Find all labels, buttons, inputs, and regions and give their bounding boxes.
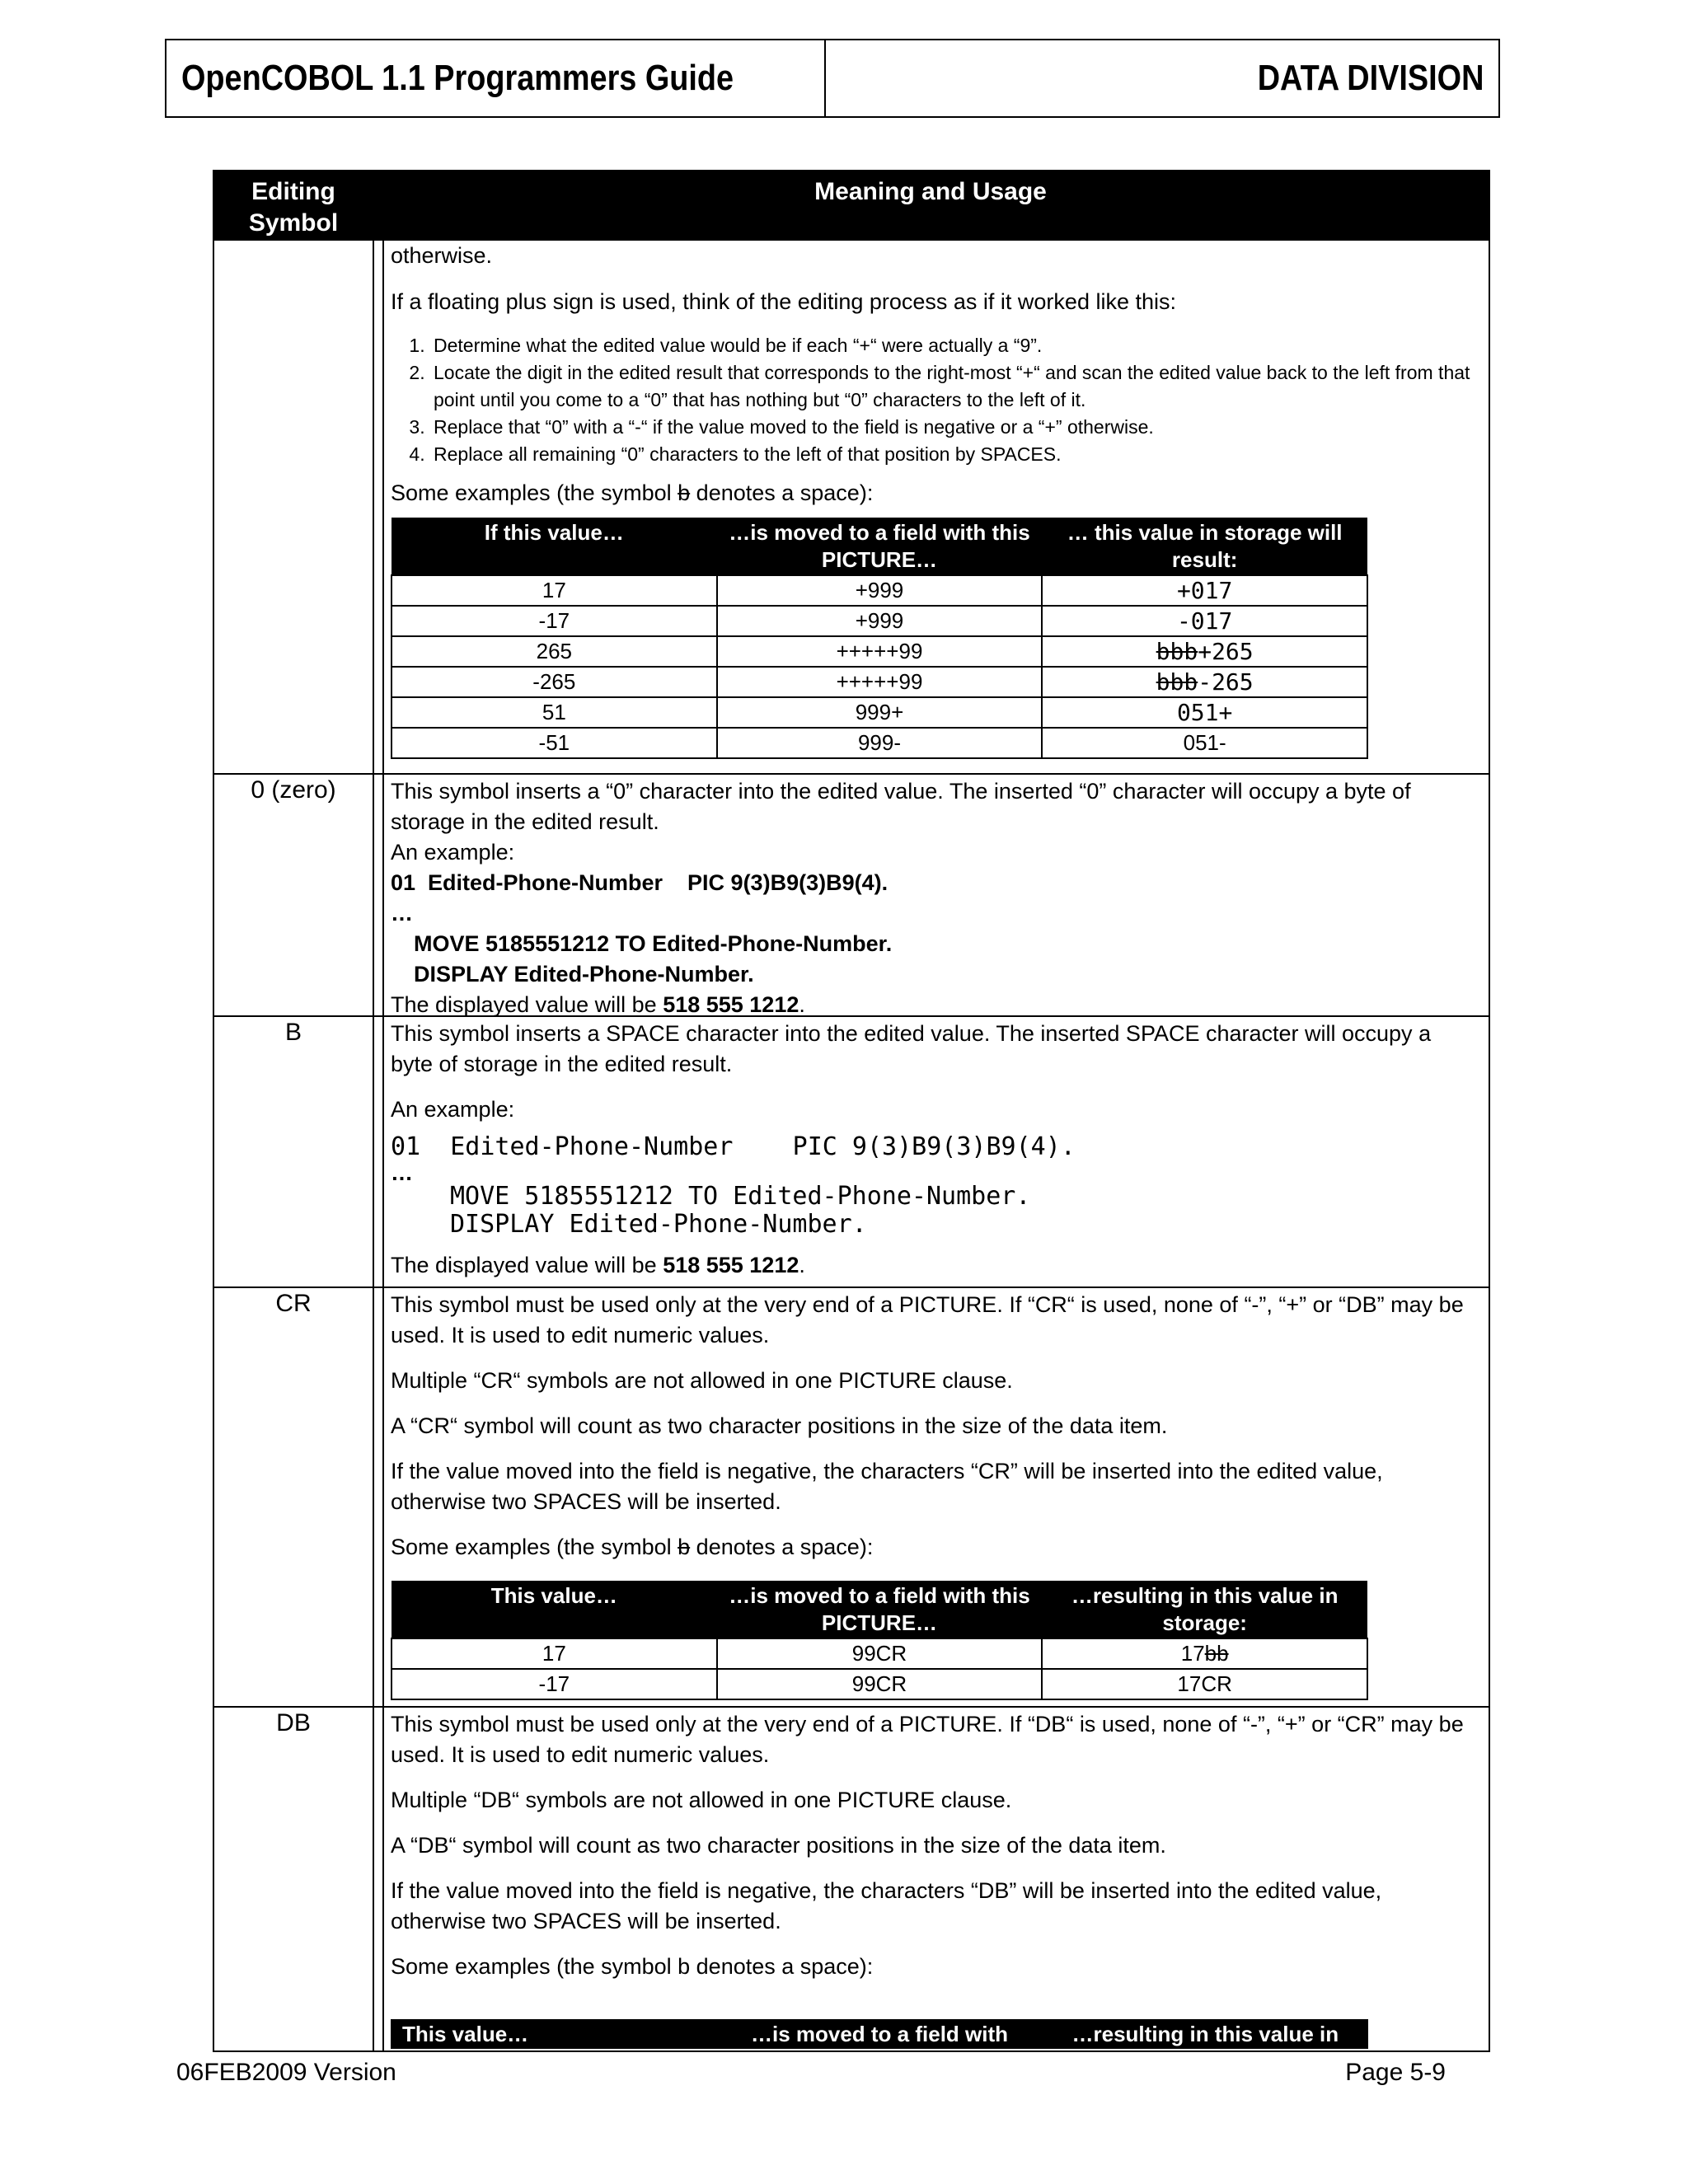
- text-span: .: [799, 992, 805, 1017]
- column-divider: [373, 241, 374, 2050]
- cell-result: [1042, 636, 1367, 667]
- table-row: [392, 1638, 1367, 1669]
- zero-code-ellipsis: …: [391, 901, 413, 926]
- cr-count: A “CR“ symbol will count as two character positions in the size of the data item.: [391, 1413, 1168, 1438]
- cr-desc: This symbol must be used only at the very end of a PICTURE. If “CR“ is used, none of “-”, “+” or “DB” may be used. It is used to edit numeric values.: [391, 1292, 1464, 1347]
- footer-version: 06FEB2009 Version: [176, 2059, 396, 2086]
- result-text: 051+: [1176, 699, 1233, 726]
- symbol-db: DB: [276, 1709, 311, 1736]
- cr-description: [391, 1290, 1479, 1563]
- cell-value: -17: [392, 606, 717, 636]
- text-span: denotes a space):: [690, 1535, 874, 1559]
- symbol-cr: CR: [275, 1290, 312, 1317]
- db-negative: If the value moved into the field is negative, the characters “DB” will be inserted into the edited value, otherwise two SPACES will be inserted.: [391, 1878, 1382, 1933]
- space-symbol: b: [678, 1535, 691, 1559]
- zero-code-line-1: 01 Edited-Phone-Number PIC 9(3)B9(3)B9(4).: [391, 870, 889, 895]
- symbol-zero: 0 (zero): [251, 776, 336, 804]
- footer-page-number: Page 5-9: [1345, 2059, 1446, 2086]
- plus-cont-steps: [391, 332, 1479, 468]
- text-span: The displayed value will be: [391, 992, 663, 1017]
- guide-title-cell: [166, 40, 826, 116]
- text-span: Some examples (the symbol: [391, 480, 678, 505]
- displayed-value: 518 555 1212: [663, 992, 799, 1017]
- col-header: If this value…: [392, 518, 717, 575]
- row-divider: [214, 1706, 1489, 1708]
- col-header: …resulting in this value in storage:: [1042, 1581, 1367, 1638]
- col-header: …resulting in this value in: [1043, 2019, 1368, 2049]
- db-examples-intro: Some examples (the symbol b denotes a space):: [391, 1954, 874, 1979]
- result-text: 17CR: [1177, 1671, 1232, 1696]
- table-row: [392, 667, 1367, 697]
- cr-negative: If the value moved into the field is negative, the characters “CR” will be inserted into the edited value, otherwise two SPACES will be inserted.: [391, 1459, 1383, 1514]
- table-row: [392, 697, 1367, 728]
- cell-value: 17: [392, 1638, 717, 1669]
- section-title: DATA DIVISION: [1257, 58, 1484, 98]
- b-result: [391, 1250, 1479, 1281]
- cell-result: [1042, 1669, 1367, 1699]
- page-header: [165, 39, 1500, 118]
- cr-examples-table: [391, 1581, 1368, 1700]
- section-title-cell: [826, 40, 1498, 116]
- cell-picture: 99CR: [717, 1638, 1043, 1669]
- cell-value: 17: [392, 575, 717, 606]
- cell-value: 265: [392, 636, 717, 667]
- col-header-meaning: Meaning and Usage: [814, 178, 1047, 205]
- list-item: 3. Replace that “0” with a “-“ if the value moved to the field is negative or a “+” otherwise.: [430, 414, 1479, 441]
- col-header: … this value in storage will result:: [1042, 518, 1367, 575]
- row-divider: [214, 773, 1489, 775]
- plus-cont-examples-intro: [391, 478, 1479, 509]
- result-text: +017: [1176, 577, 1233, 604]
- col-header: This value…: [391, 2019, 716, 2049]
- cell-result: [1042, 697, 1367, 728]
- list-item: 2. Locate the digit in the edited result that corresponds to the right-most “+“ and scan the edited value back to the left from that point until you come to a “0” that has nothing but “0” characters to the left of it.: [430, 359, 1479, 414]
- result-text: 17: [1180, 1641, 1205, 1666]
- cell-picture: +++++99: [717, 636, 1043, 667]
- plus-examples-table: [391, 518, 1368, 759]
- table-header-row: [214, 171, 1489, 241]
- space-symbol: bb: [1204, 1641, 1229, 1666]
- cell-value: -265: [392, 667, 717, 697]
- b-description: [391, 1019, 1479, 1281]
- result-text: +265: [1198, 638, 1254, 665]
- zero-result: [391, 990, 1479, 1020]
- space-symbol: bbb: [1156, 638, 1198, 665]
- cell-result: [1042, 1638, 1367, 1669]
- col-header: …is moved to a field with this PICTURE…: [717, 1581, 1043, 1638]
- zero-code-line-3: DISPLAY Edited-Phone-Number.: [414, 962, 754, 987]
- column-divider-inner: [382, 241, 384, 2050]
- result-text: -017: [1176, 607, 1233, 635]
- cell-value: 51: [392, 697, 717, 728]
- cell-result: [1042, 606, 1367, 636]
- symbol-b: B: [284, 1019, 302, 1046]
- table-header-row: [392, 1581, 1367, 1638]
- cell-result: [1042, 728, 1367, 758]
- zero-example-label: An example:: [391, 840, 515, 865]
- table-header-row: [391, 2019, 1368, 2049]
- cell-picture: +++++99: [717, 667, 1043, 697]
- space-symbol: b: [678, 480, 691, 505]
- cell-result: [1042, 667, 1367, 697]
- b-code-ellipsis: …: [391, 1160, 413, 1185]
- zero-desc: This symbol inserts a “0” character into the edited value. The inserted “0” character will occupy a byte of storage in the edited result.: [391, 779, 1411, 834]
- cell-picture: +999: [717, 606, 1043, 636]
- displayed-value: 518 555 1212: [663, 1253, 799, 1277]
- col-header: …is moved to a field with: [716, 2019, 1042, 2049]
- db-examples-table: [391, 2019, 1368, 2049]
- text-span: Some examples (the symbol: [391, 1535, 678, 1559]
- cell-picture: 99CR: [717, 1669, 1043, 1699]
- cell-picture: 999-: [717, 728, 1043, 758]
- table-row: [392, 606, 1367, 636]
- b-desc: This symbol inserts a SPACE character into the edited value. The inserted SPACE character will occupy a byte of storage in the edited result.: [391, 1021, 1432, 1076]
- plus-cont-intro: If a floating plus sign is used, think of the editing process as if it worked like this:: [391, 289, 1176, 314]
- col-header-symbol: Editing Symbol: [248, 178, 339, 237]
- table-header-row: [392, 518, 1367, 575]
- b-code-line-3: DISPLAY Edited-Phone-Number.: [450, 1210, 867, 1239]
- db-count: A “DB“ symbol will count as two character positions in the size of the data item.: [391, 1833, 1166, 1858]
- cell-picture: 999+: [717, 697, 1043, 728]
- zero-code-line-2: MOVE 5185551212 TO Edited-Phone-Number.: [414, 931, 893, 956]
- col-header: …is moved to a field with this PICTURE…: [717, 518, 1043, 575]
- b-code-line-1: 01 Edited-Phone-Number PIC 9(3)B9(3)B9(4).: [391, 1132, 1076, 1161]
- list-item: 4. Replace all remaining “0” characters to the left of that position by SPACES.: [430, 441, 1479, 468]
- list-item: 1. Determine what the edited value would be if each “+“ were actually a “9”.: [430, 332, 1479, 359]
- space-symbol: bbb: [1156, 668, 1198, 696]
- text-span: denotes a space):: [690, 480, 874, 505]
- b-example-label: An example:: [391, 1097, 515, 1122]
- db-desc: This symbol must be used only at the very end of a PICTURE. If “DB“ is used, none of “-”, “+” or “CR” may be used. It is used to edit numeric values.: [391, 1712, 1464, 1767]
- result-text: 051-: [1183, 730, 1226, 755]
- cell-picture: +999: [717, 575, 1043, 606]
- cr-examples-intro: [391, 1532, 1479, 1563]
- result-text: -265: [1198, 668, 1254, 696]
- db-description: [391, 1709, 1479, 1982]
- table-row: [392, 1669, 1367, 1699]
- zero-description: [391, 776, 1479, 1020]
- col-header: This value…: [392, 1581, 717, 1638]
- table-row: [392, 575, 1367, 606]
- table-row: [392, 728, 1367, 758]
- row-divider: [214, 1286, 1489, 1288]
- cr-multiple: Multiple “CR“ symbols are not allowed in one PICTURE clause.: [391, 1368, 1013, 1393]
- text-span: .: [799, 1253, 805, 1277]
- db-multiple: Multiple “DB“ symbols are not allowed in one PICTURE clause.: [391, 1788, 1012, 1812]
- table-row: [392, 636, 1367, 667]
- b-code-line-2: MOVE 5185551212 TO Edited-Phone-Number.: [450, 1182, 1031, 1211]
- guide-title: OpenCOBOL 1.1 Programmers Guide: [181, 58, 734, 98]
- cell-value: -17: [392, 1669, 717, 1699]
- cell-value: -51: [392, 728, 717, 758]
- plus-cont-otherwise: otherwise.: [391, 243, 493, 268]
- editing-symbols-table: [213, 170, 1490, 2052]
- text-span: The displayed value will be: [391, 1253, 663, 1277]
- cell-result: [1042, 575, 1367, 606]
- editing-steps-list: [391, 332, 1479, 468]
